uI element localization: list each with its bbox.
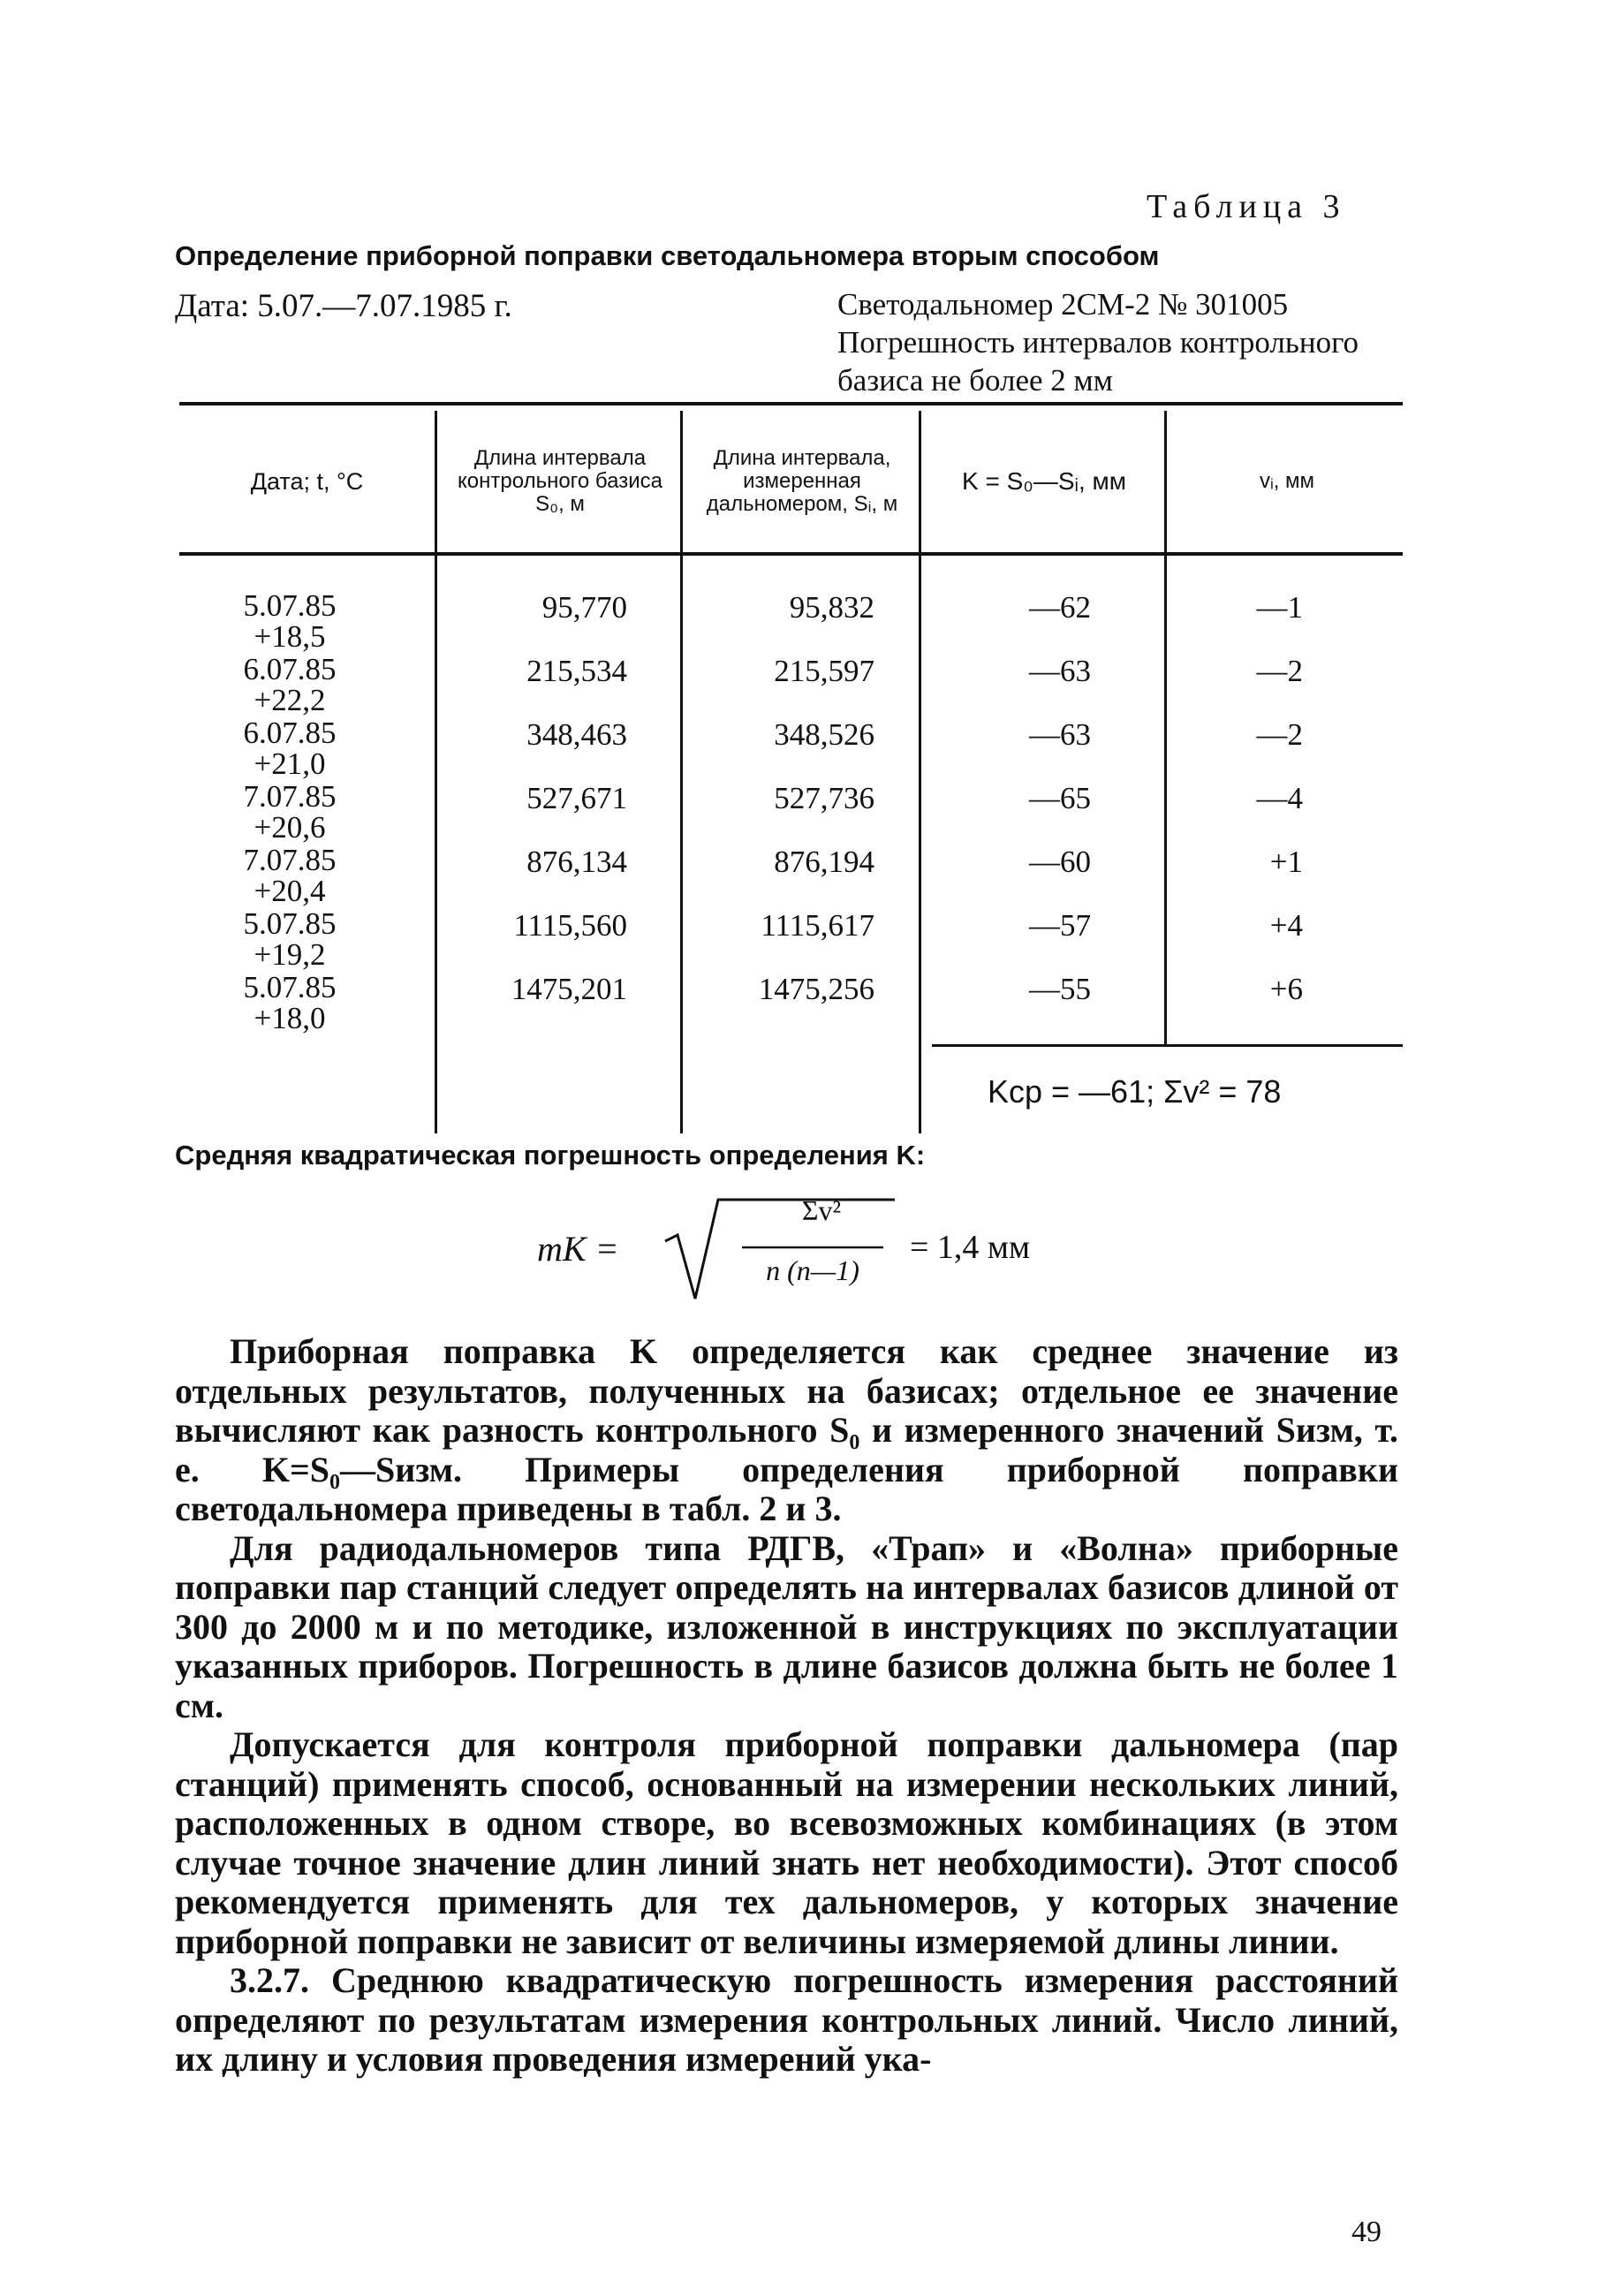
- cell-si: 215,597: [774, 654, 874, 688]
- cell-s0: 1115,560: [513, 908, 627, 943]
- device-line: Погрешность интервалов контрольного: [837, 325, 1359, 360]
- cell-temp: +18,5: [254, 619, 326, 654]
- summary-rule: [932, 1044, 1403, 1047]
- column-divider: [919, 411, 921, 1133]
- cell-v: —2: [1256, 654, 1303, 688]
- cell-s0: 95,770: [541, 590, 627, 625]
- table-header-rule: [179, 552, 1403, 556]
- cell-v: —1: [1256, 590, 1303, 625]
- cell-temp: +19,2: [254, 937, 326, 972]
- formula-denominator: n (n—1): [766, 1254, 859, 1286]
- cell-date: 5.07.85: [243, 906, 337, 941]
- cell-si: 95,832: [789, 590, 874, 625]
- device-line: базиса не более 2 мм: [837, 363, 1113, 398]
- table-title: Определение приборной поправки светодальномера вторым способом: [175, 240, 1160, 271]
- cell-s0: 215,534: [526, 654, 627, 688]
- paragraph: Для радиодальномеров типа РДГВ, «Трап» и «Волна» приборные поправки пар станций следует определять на интервалах базисов длиной от 300 до 2000 м и по методике, изложенной в инструкциях по эксплуатации указанных приборов. Погрешность в длине базисов должна быть не более 1 см.: [175, 1527, 1398, 1725]
- cell-date: 6.07.85: [243, 716, 337, 750]
- cell-k: —65: [1029, 781, 1091, 815]
- cell-temp: +21,0: [254, 746, 326, 781]
- cell-si: 1475,256: [758, 972, 874, 1006]
- cell-v: +6: [1269, 972, 1303, 1006]
- cell-s0: 348,463: [526, 717, 627, 752]
- cell-k: —62: [1029, 590, 1091, 625]
- cell-si: 348,526: [774, 717, 874, 752]
- page-number: 49: [1351, 2216, 1382, 2248]
- header-v: vᵢ, мм: [1259, 469, 1315, 493]
- device-line: Светодальномер 2СМ-2 № 301005: [837, 287, 1289, 322]
- cell-si: 527,736: [774, 781, 874, 815]
- cell-s0: 876,134: [526, 845, 627, 879]
- cell-v: +4: [1269, 908, 1303, 943]
- cell-date: 5.07.85: [243, 588, 337, 623]
- cell-s0: 527,671: [526, 781, 627, 815]
- cell-date: 7.07.85: [243, 779, 337, 814]
- cell-temp: +20,4: [254, 874, 326, 908]
- table-top-rule: [179, 402, 1403, 405]
- cell-si: 876,194: [774, 845, 874, 879]
- formula-result: = 1,4 мм: [910, 1229, 1031, 1266]
- cell-date: 7.07.85: [243, 843, 337, 877]
- cell-v: —4: [1256, 781, 1303, 815]
- paragraph: 3.2.7. Среднюю квадратическую погрешность измерения расстояний определяют по результатам измерения контрольных линий. Число линий, их длину и условия проведения измерений ука-: [175, 1960, 1398, 2079]
- header-s0: Длина интервала контрольного базиса S₀, м: [458, 446, 662, 516]
- paragraph: Приборная поправка K определяется как среднее значение из отдельных результатов, полученных на базисах; отдельное ее значение вычисляют как разность контрольного S₀ и измеренного значений Sизм, т. е. K=S₀—Sизм. Примеры определения приборной поправки светодальномера приведены в табл. 2 и 3.: [175, 1331, 1398, 1528]
- table-summary: Kср = —61; Σv² = 78: [988, 1073, 1282, 1110]
- cell-date: 5.07.85: [243, 970, 337, 1004]
- rms-label: Средняя квадратическая погрешность определения K:: [175, 1140, 926, 1171]
- body-text: [175, 1332, 1398, 2080]
- cell-k: —63: [1029, 717, 1091, 752]
- cell-s0: 1475,201: [511, 972, 627, 1006]
- cell-v: —2: [1256, 717, 1303, 752]
- device-info: [837, 285, 1359, 399]
- cell-k: —55: [1029, 972, 1091, 1006]
- column-divider: [680, 411, 683, 1133]
- cell-v: +1: [1269, 845, 1303, 879]
- header-si: Длина интервала, измеренная дальномером, Sᵢ, м: [706, 446, 898, 516]
- cell-temp: +18,0: [254, 1001, 326, 1035]
- formula-lhs: mK =: [537, 1229, 619, 1269]
- header-k: K = S₀—Sᵢ, мм: [961, 467, 1127, 495]
- cell-k: —60: [1029, 845, 1091, 879]
- formula-numerator: Σv²: [801, 1194, 842, 1226]
- header-date: Дата; t, °C: [250, 468, 364, 495]
- cell-si: 1115,617: [761, 908, 874, 943]
- paragraph: Допускается для контроля приборной поправки дальномера (пар станций) применять способ, основанный на измерении нескольких линий, расположенных в одном створе, во всевозможных комбинациях (в этом случае точное значение длин линий знать нет необходимости). Этот способ рекомендуется применять для тех дальномеров, у которых значение приборной поправки не зависит от величины измеряемой длины линии.: [175, 1724, 1398, 1961]
- cell-k: —63: [1029, 654, 1091, 688]
- cell-date: 6.07.85: [243, 652, 337, 686]
- cell-k: —57: [1029, 908, 1091, 943]
- date-line: Дата: 5.07.—7.07.1985 г.: [175, 288, 512, 324]
- cell-temp: +22,2: [254, 683, 326, 717]
- column-divider: [1164, 411, 1167, 1047]
- table-label: Таблица 3: [1147, 188, 1346, 225]
- column-divider: [435, 411, 437, 1133]
- cell-temp: +20,6: [254, 810, 326, 845]
